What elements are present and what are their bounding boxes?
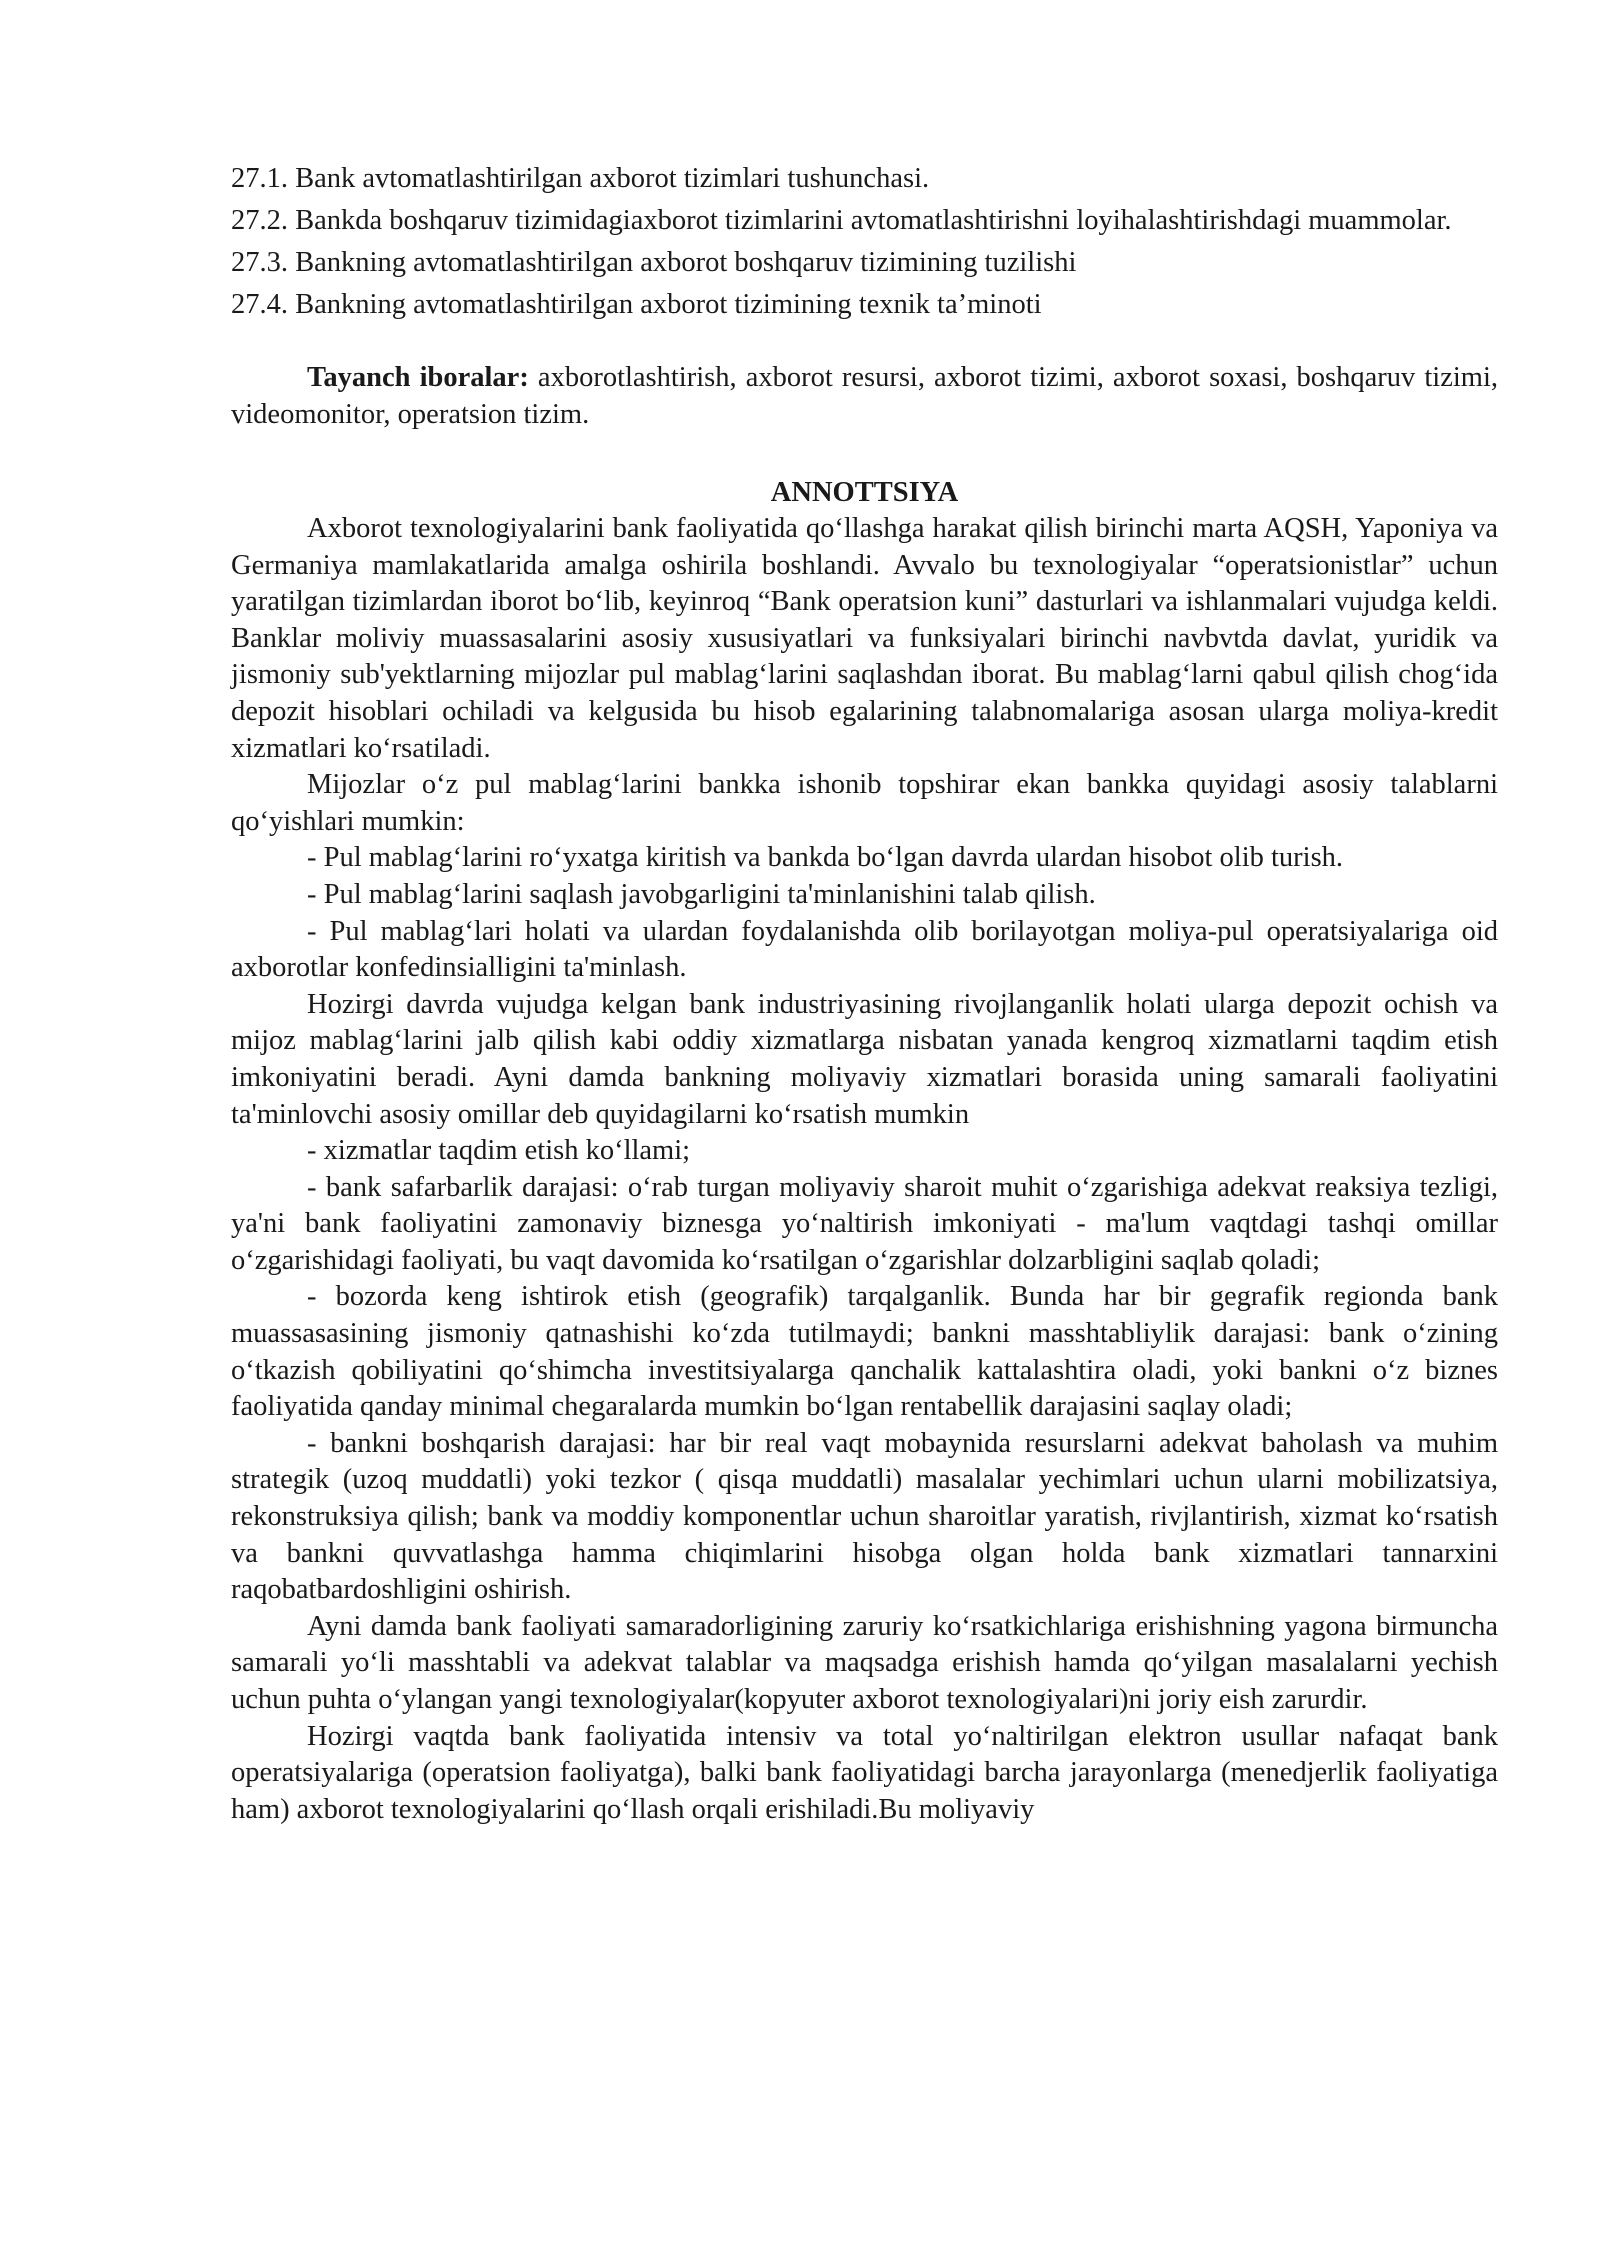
paragraph: Hozirgi davrda vujudga kelgan bank industriyasining rivojlanganlik holati ularga depozit ochish va mijoz mablag‘larini jalb qilish kabi oddiy xizmatlarga nisbatan yanada kengroq xizmatlarni taqdim etish imkoniyatini beradi. Ayni damda bankning moliyaviy xizmatlari borasida uning samarali faoliyatini ta'minlovchi asosiy omillar deb quyidagilarni ko‘rsatish mumkin — [231, 988, 1498, 1130]
paragraph: Axborot texnologiyalarini bank faoliyatida qo‘llashga harakat qilish birinchi marta AQSH, Yaponiya va Germaniya mamlakatlarida amalga oshirila boshlandi. Avvalo bu texnologiyalar “operatsionistlar” uchun yaratilgan tizimlardan iborot bo‘lib, keyinroq “Bank operatsion kuni” dasturlari va ishlanmalari vujudga keldi. Banklar moliviy muassasalarini asosiy xususiyatlari va funksiyalari birinchi navbvtda davlat, yuridik va jismoniy sub'yektlarning mijozlar pul mablag‘larini saqlashdan iborat. Bu mablag‘larni qabul qilish chog‘ida depozit hisoblari ochiladi va kelgusida bu hisob egalarining talabnomalariga asosan ularga moliya-kredit xizmatlari ko‘rsatiladi. — [231, 513, 1498, 764]
keywords-paragraph — [231, 359, 1498, 433]
section-title: ANNOTTSIYA — [770, 477, 959, 508]
paragraph: Mijozlar o‘z pul mablag‘larini bankka ishonib topshirar ekan bankka quyidagi asosiy talablarni qo‘yishlari mumkin: — [231, 769, 1498, 837]
keywords-text: axborotlashtirish, axborot resursi, axborot tizimi, axborot soxasi, boshqaruv tizimi, videomonitor, operatsion tizim. — [231, 362, 1498, 430]
list-item: - bank safarbarlik darajasi: o‘rab turgan moliyaviy sharoit muhit o‘zgarishiga adekvat reaksiya tezligi, ya'ni bank faoliyatini zamonaviy biznesga yo‘naltirish imkoniyati - ma'lum vaqtdagi tashqi omillar o‘zgarishidagi faoliyati, bu vaqt davomida ko‘rsatilgan o‘zgarishlar dolzarbligini saqlab qoladi; — [231, 1171, 1498, 1276]
list-item: - Pul mablag‘larini saqlash javobgarligini ta'minlanishini talab qilish. — [307, 878, 1096, 910]
paragraph: Hozirgi vaqtda bank faoliyatida intensiv va total yo‘naltirilgan elektron usullar nafaqat bank operatsiyalariga (operatsion faoliyatga), balki bank faoliyatidagi barcha jarayonlarga (menedjerlik faoliyatiga ham) axborot texnologiyalarini qo‘llash orqali erishiladi.Bu moliyaviy — [231, 1720, 1498, 1825]
list-item: - bankni boshqarish darajasi: har bir real vaqt mobaynida resurslarni adekvat baholash va muhim strategik (uzoq muddatli) yoki tezkor ( qisqa muddatli) masalalar yechimlari uchun ularni mobilizatsiya, rekonstruksiya qilish; bank va moddiy komponentlar uchun sharoitlar yaratish, rivjlantirish, xizmat ko‘rsatish va bankni quvvatlashga hamma chiqimlarini hisobga olgan holda bank xizmatlari tannarxini raqobatbardoshligini oshirish. — [231, 1427, 1498, 1606]
toc-item: 27.1. Bank avtomatlashtirilgan axborot tizimlari tushunchasi. — [231, 163, 930, 194]
table-of-contents — [231, 160, 1498, 323]
document-page — [231, 160, 1498, 1828]
toc-item: 27.2. Bankda boshqaruv tizimidagiaxborot tizimlarini avtomatlashtirishni loyihalashtirishdagi muammolar. — [231, 205, 1452, 236]
toc-item: 27.4. Bankning avtomatlashtirilgan axborot tizimining texnik ta’minoti — [231, 289, 1042, 320]
body-text — [231, 511, 1498, 1828]
list-item: - Pul mablag‘larini ro‘yxatga kiritish va bankda bo‘lgan davrda ulardan hisobot olib turish. — [307, 842, 1344, 874]
paragraph: Ayni damda bank faoliyati samaradorligining zaruriy ko‘rsatkichlariga erishishning yagona birmuncha samarali yo‘li masshtabli va adekvat talablar va maqsadga erishish hamda qo‘yilgan masalalarni yechish uchun puhta o‘ylangan yangi texnologiyalar(kopyuter axborot texnologiyalari)ni joriy eish zarurdir. — [231, 1610, 1498, 1715]
list-item: - Pul mablag‘lari holati va ulardan foydalanishda olib borilayotgan moliya-pul operatsiyalariga oid axborotlar konfedinsialligini ta'minlash. — [231, 915, 1498, 984]
keywords-label: Tayanch iboralar: — [307, 362, 529, 393]
list-item: - bozorda keng ishtirok etish (geografik) tarqalganlik. Bunda har bir gegrafik regionda bank muassasasining jismoniy qatnashishi ko‘zda tutilmaydi; bankni masshtabliylik darajasi: bank o‘zining o‘tkazish qobiliyatini qo‘shimcha investitsiyalarga qanchalik kattalashtira oladi, yoki bankni o‘z biznes faoliyatida qanday minimal chegaralarda mumkin bo‘lgan rentabellik darajasini saqlay oladi; — [231, 1281, 1498, 1423]
toc-item: 27.3. Bankning avtomatlashtirilgan axborot boshqaruv tizimining tuzilishi — [231, 247, 1077, 278]
list-item: - xizmatlar taqdim etish ko‘llami; — [307, 1135, 691, 1167]
